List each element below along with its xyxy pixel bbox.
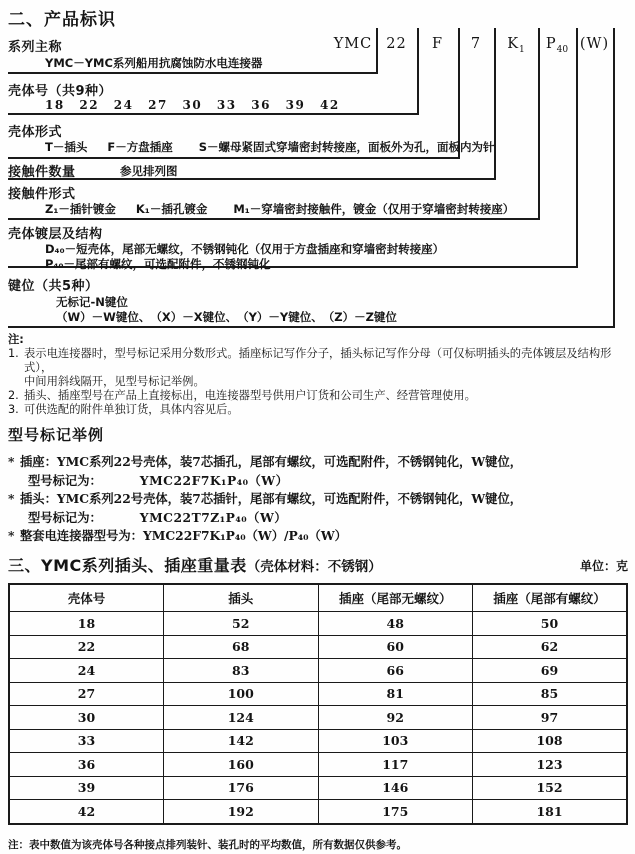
- weight-table-title-group: [8, 553, 382, 576]
- note-item: [8, 389, 630, 403]
- example-model-code: YMC22F7K₁P₄₀（W）: [139, 472, 289, 488]
- leader-line-vertical: [538, 28, 540, 219]
- note-line: 表示电连接器时，型号标记采用分数形式。插座标记写作分子，插头标记写作分母（可仅标明插头的壳体镀层及结构形式），: [24, 347, 612, 374]
- example-item: [8, 453, 630, 472]
- section-label-contact-style: 接触件形式: [8, 187, 76, 202]
- table-cell: 30: [9, 706, 164, 730]
- note-text: [24, 403, 630, 417]
- code-text: YMC: [333, 36, 373, 52]
- weight-table-subtitle: （壳体材料：不锈钢）: [246, 559, 382, 575]
- table-cell: 60: [318, 635, 473, 659]
- table-cell: 108: [473, 729, 628, 753]
- leader-line-horizontal: [8, 113, 419, 115]
- code-subscript: 40: [556, 44, 569, 55]
- code-text: (W): [579, 36, 610, 52]
- table-cell: 68: [164, 635, 319, 659]
- note-number: 2.: [8, 389, 19, 402]
- shell-number-values: 18 22 24 27 30 33 36 39 42: [45, 98, 340, 112]
- notes-block: [8, 333, 630, 417]
- note-item: [8, 403, 630, 417]
- series-name-description: YMC－YMC系列船用抗腐蚀防水电连接器: [45, 56, 263, 70]
- table-cell: 181: [473, 800, 628, 824]
- leader-line-vertical: [417, 28, 419, 114]
- table-cell: 42: [9, 800, 164, 824]
- bullet-marker: *: [8, 491, 15, 506]
- code-text: P: [545, 36, 557, 52]
- table-cell: 48: [318, 612, 473, 636]
- shell-style-option: F－方盘插座: [107, 140, 173, 154]
- table-cell: 85: [473, 682, 628, 706]
- leader-line-horizontal: [8, 72, 378, 74]
- leader-line-horizontal: [8, 218, 540, 220]
- note-text: [24, 347, 630, 389]
- shell-style-option: S－螺母紧固式穿墙密封转接座，面板外为孔，面板内为针: [198, 140, 495, 154]
- weight-table-heading: [8, 553, 628, 576]
- code-text: F: [431, 36, 444, 52]
- table-header-row: [9, 584, 627, 612]
- table-cell: 66: [318, 659, 473, 683]
- table-cell: 152: [473, 776, 628, 800]
- shell-plating-option: P₄₀－尾部有螺纹，可选配附件，不锈钢钝化: [45, 257, 271, 271]
- keyway-option: 无标记-N键位: [56, 295, 128, 309]
- shell-style-option: T－插头: [45, 140, 88, 154]
- shell-style-options: [45, 139, 495, 155]
- leader-line-vertical: [376, 28, 378, 73]
- table-footnote: 注：表中数值为该壳体号各种接点排列装针、装孔时的平均数值，所有数据仅供参考。: [8, 839, 407, 851]
- leader-line-vertical: [613, 28, 615, 327]
- leader-line-horizontal: [8, 157, 460, 159]
- example-text: 整套电连接器型号为：YMC22F7K₁P₄₀（W）/P₄₀（W）: [20, 528, 347, 543]
- model-code-segment: [458, 36, 494, 56]
- section-label-shell-number: 壳体号（共9种）: [8, 84, 113, 99]
- code-text: 7: [470, 36, 482, 52]
- section-label-contact-quantity: 接触件数量: [8, 165, 76, 180]
- model-code-segment: [376, 36, 417, 56]
- example-code-line: [8, 472, 630, 491]
- table-cell: 146: [318, 776, 473, 800]
- table-cell: 176: [164, 776, 319, 800]
- example-text: 插座：YMC系列22号壳体，装7芯插孔，尾部有螺纹，可选配附件，不锈钢钝化，W键位，: [20, 454, 523, 469]
- example-code-label: 型号标记为：: [28, 509, 102, 525]
- leader-line-horizontal: [8, 326, 615, 328]
- table-cell: 97: [473, 706, 628, 730]
- table-cell: 81: [318, 682, 473, 706]
- contact-style-option: Z₁－插针镀金: [45, 202, 116, 216]
- keyway-option: （W）－W键位、 （X）－X键位、 （Y）－Y键位、 （Z）－Z键位: [56, 310, 397, 324]
- model-code-segment: [494, 36, 538, 56]
- example-code-label: 型号标记为：: [28, 472, 102, 488]
- page-title: 二、产品标识: [8, 10, 116, 30]
- model-code-segment: [576, 36, 613, 56]
- table-cell: 27: [9, 682, 164, 706]
- section-label-shell-style: 壳体形式: [8, 125, 63, 140]
- table-cell: 160: [164, 753, 319, 777]
- table-cell: 100: [164, 682, 319, 706]
- marking-examples-block: [8, 424, 630, 546]
- table-row: [9, 776, 627, 800]
- example-item: [8, 527, 630, 546]
- note-item: [8, 347, 630, 389]
- table-row: [9, 635, 627, 659]
- section-label-shell-plating: 壳体镀层及结构: [8, 227, 103, 242]
- table-row: [9, 753, 627, 777]
- contact-style-option: K₁－插孔镀金: [135, 202, 208, 216]
- table-cell: 92: [318, 706, 473, 730]
- code-subscript: 1: [519, 44, 525, 55]
- code-text: 22: [386, 36, 407, 52]
- section-label-keyway: 键位（共5种）: [8, 279, 99, 294]
- leader-line-vertical: [576, 28, 578, 267]
- shell-plating-option: D₄₀－短壳体，尾部无螺纹，不锈钢钝化（仅用于方盘插座和穿墙密封转接座）: [45, 242, 445, 256]
- examples-title: 型号标记举例: [8, 426, 105, 444]
- bullet-marker: *: [8, 528, 15, 543]
- table-row: [9, 800, 627, 824]
- note-text: [24, 389, 630, 403]
- column-header: 壳体号: [9, 584, 164, 612]
- model-code-segment: [417, 36, 458, 56]
- example-item: [8, 490, 630, 509]
- table-row: [9, 729, 627, 753]
- column-header: 插座（尾部无螺纹）: [318, 584, 473, 612]
- table-cell: 33: [9, 729, 164, 753]
- table-cell: 62: [473, 635, 628, 659]
- example-model-code: YMC22T7Z₁P₄₀（W）: [139, 509, 288, 525]
- table-cell: 69: [473, 659, 628, 683]
- column-header: 插头: [164, 584, 319, 612]
- weight-table: [8, 583, 628, 825]
- table-cell: 24: [9, 659, 164, 683]
- contact-style-options: [45, 201, 514, 217]
- note-line: 中间用斜线隔开，见型号标记举例。: [24, 375, 205, 388]
- table-cell: 192: [164, 800, 319, 824]
- weight-table-title: 三、YMC系列插头、插座重量表: [8, 556, 247, 575]
- table-row: [9, 682, 627, 706]
- code-text: K: [507, 36, 520, 52]
- leader-line-vertical: [494, 28, 496, 179]
- model-code-segment: [330, 36, 376, 56]
- unit-label: 单位：克: [579, 559, 628, 573]
- table-cell: 18: [9, 612, 164, 636]
- weight-table-body: [9, 612, 627, 824]
- table-cell: 39: [9, 776, 164, 800]
- notes-title: 注:: [8, 333, 24, 346]
- bullet-marker: *: [8, 454, 15, 469]
- example-code-line: [8, 509, 630, 528]
- weight-table-section: [8, 553, 628, 825]
- table-cell: 175: [318, 800, 473, 824]
- table-cell: 50: [473, 612, 628, 636]
- table-cell: 123: [473, 753, 628, 777]
- table-cell: 83: [164, 659, 319, 683]
- table-cell: 117: [318, 753, 473, 777]
- table-cell: 22: [9, 635, 164, 659]
- model-code-segment: [538, 36, 576, 56]
- table-cell: 52: [164, 612, 319, 636]
- note-line: 插头、插座型号在产品上直接标出，电连接器型号供用户订货和公司生产、经营管理使用。: [24, 389, 476, 402]
- section-label-series-name: 系列主称: [8, 40, 63, 55]
- example-text: 插头：YMC系列22号壳体，装7芯插针，尾部有螺纹，可选配附件，不锈钢钝化，W键位，: [20, 491, 523, 506]
- table-row: [9, 706, 627, 730]
- leader-line-horizontal: [8, 178, 496, 180]
- table-cell: 36: [9, 753, 164, 777]
- note-number: 1.: [8, 347, 19, 360]
- note-number: 3.: [8, 403, 19, 416]
- contact-quantity-note: 参见排列图: [120, 164, 178, 178]
- column-header: 插座（尾部有螺纹）: [473, 584, 628, 612]
- table-cell: 124: [164, 706, 319, 730]
- table-cell: 142: [164, 729, 319, 753]
- table-row: [9, 612, 627, 636]
- contact-style-option: M₁－穿墙密封接触件，镀金（仅用于穿墙密封转接座）: [233, 202, 515, 216]
- model-designation-diagram: [0, 28, 635, 332]
- note-line: 可供选配的附件单独订货，具体内容见后。: [24, 403, 239, 416]
- table-row: [9, 659, 627, 683]
- table-cell: 103: [318, 729, 473, 753]
